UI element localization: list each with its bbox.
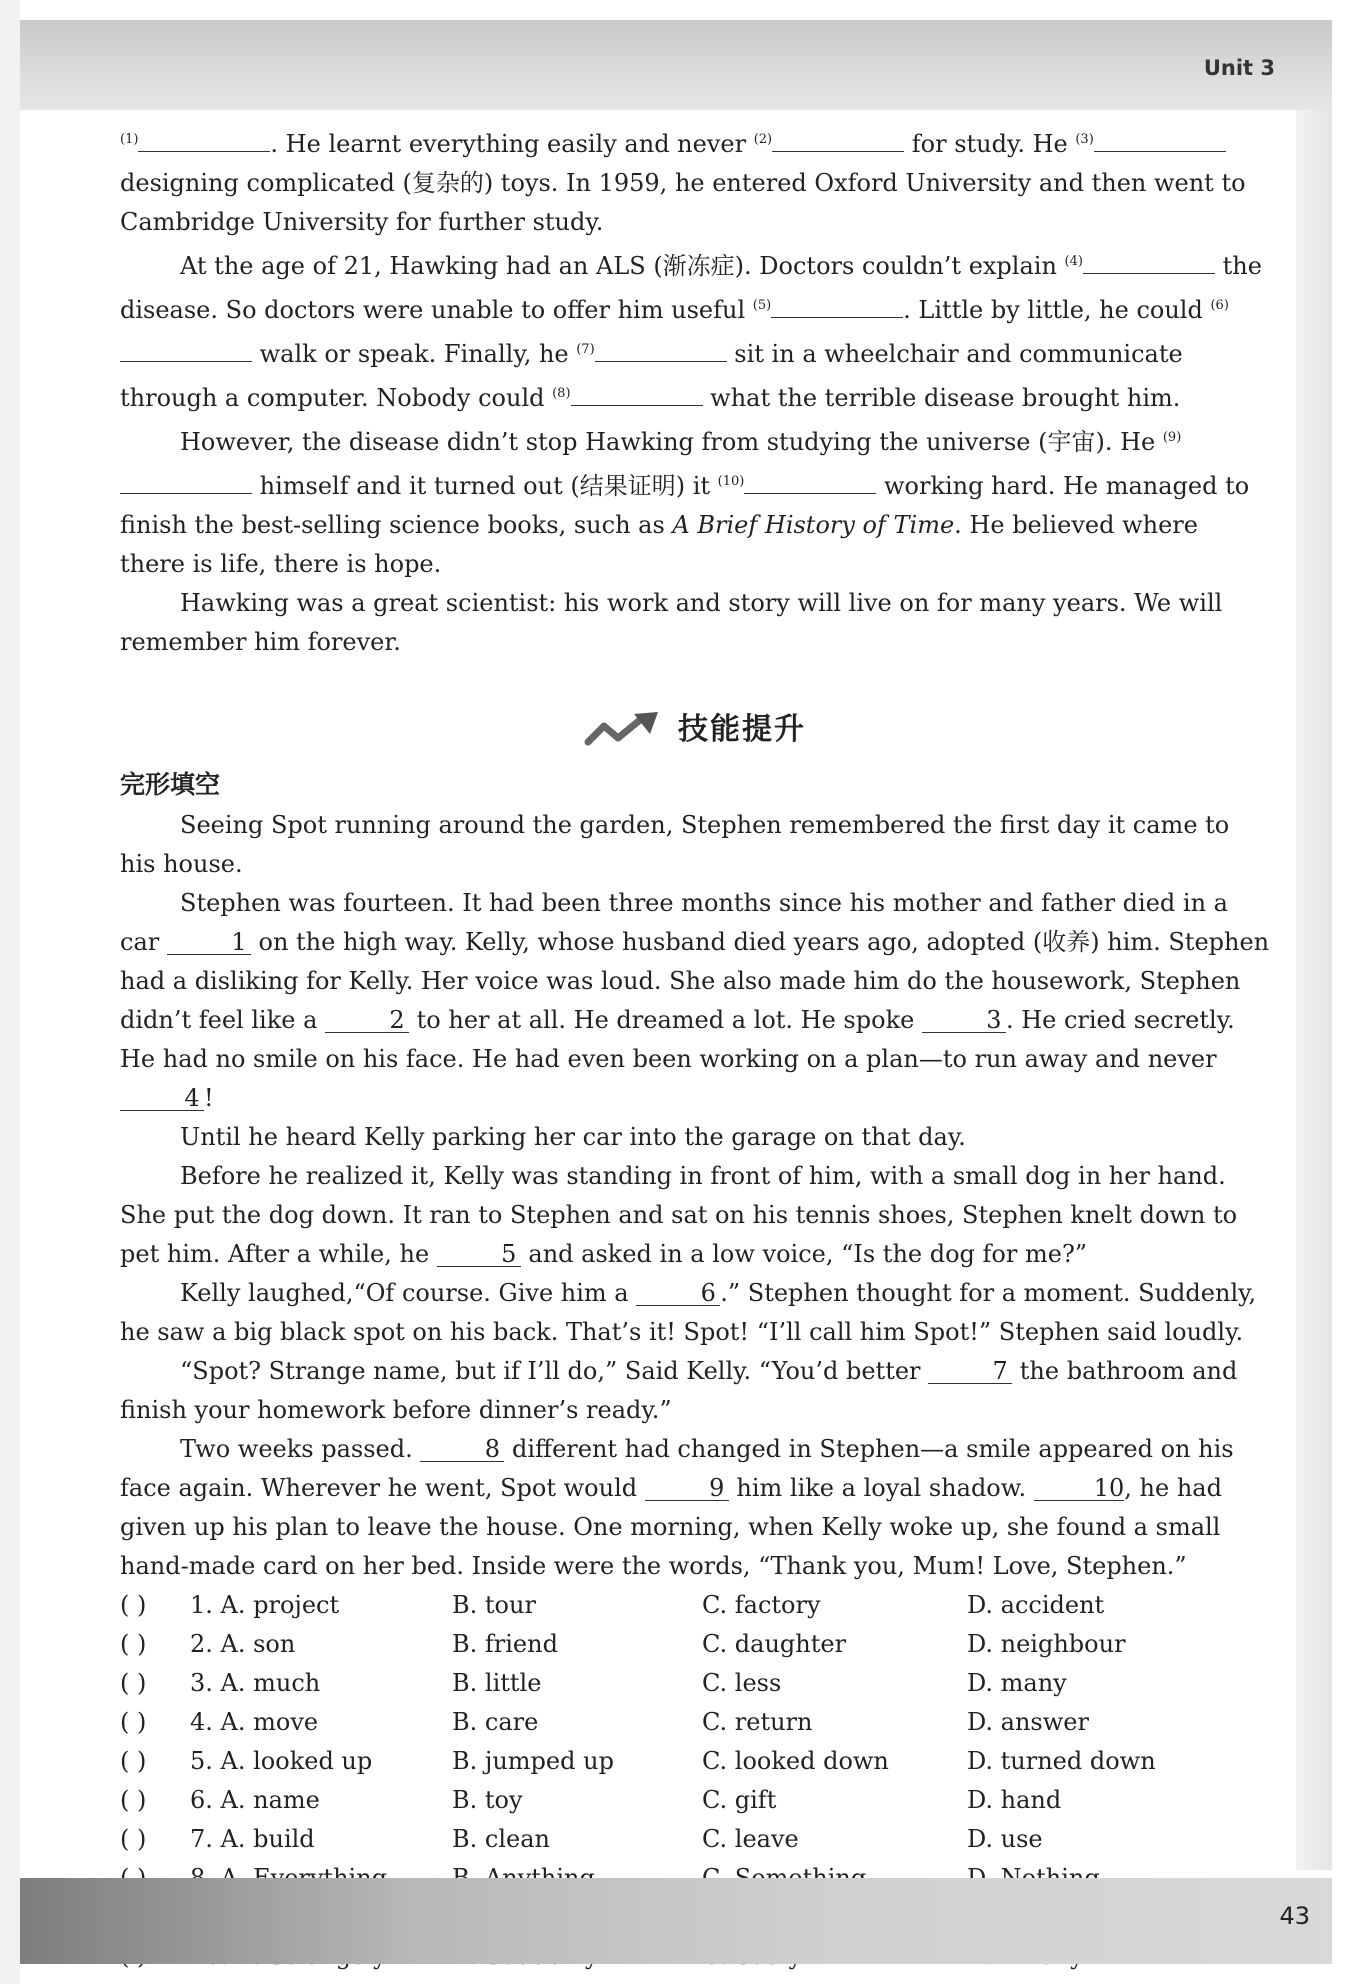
answer-parentheses: ( )	[120, 1747, 147, 1775]
paragraph	[120, 1274, 1270, 1352]
blank-marker: (6)	[1210, 298, 1229, 313]
text: and asked in a low voice, “Is the dog for me?”	[520, 1240, 1088, 1268]
text: Stephen was fourteen. It had been three months since his mother and father died in a car	[120, 889, 1228, 956]
answer-parentheses: ( )	[120, 1825, 147, 1853]
text: .” Stephen thought for a moment. Suddenly, he saw a big black spot on his back. That’s it! Spot! “I’ll call him Spot!” Stephen said loudly.	[120, 1279, 1257, 1346]
option-c: C. leave	[702, 1825, 799, 1853]
text: “Spot? Strange name, but if I’ll do,” Said Kelly. “You’d better	[180, 1357, 929, 1385]
unit-label: Unit 3	[1203, 56, 1275, 80]
footer-band	[20, 1878, 1332, 1964]
paragraph	[120, 1157, 1270, 1274]
section-title: 技能提升	[678, 712, 806, 747]
blank	[744, 471, 876, 494]
blank-marker: (3)	[1075, 132, 1094, 147]
blank	[138, 129, 270, 152]
text: what the terrible disease brought him.	[702, 384, 1181, 412]
text: the bathroom and finish your homework before dinner’s ready.”	[120, 1357, 1238, 1424]
option-d: D. neighbour	[967, 1630, 1126, 1658]
question-row	[120, 1625, 1270, 1664]
option-a: 2. A. son	[190, 1630, 296, 1658]
text: him like a loyal shadow.	[728, 1474, 1034, 1502]
page-edge-right	[1296, 110, 1332, 1870]
blank	[771, 295, 903, 318]
blank	[595, 339, 727, 362]
cloze-blank: 2	[325, 1008, 409, 1033]
answer-parentheses: ( )	[120, 1630, 147, 1658]
text: to her at all. He dreamed a lot. He spoke	[409, 1006, 922, 1034]
header-band	[20, 20, 1332, 110]
paragraph	[120, 242, 1270, 418]
option-a: 7. A. build	[190, 1825, 315, 1853]
blank	[1094, 129, 1226, 152]
question-row	[120, 1664, 1270, 1703]
option-b: B. friend	[452, 1630, 558, 1658]
option-c: C. daughter	[702, 1630, 847, 1658]
text: sit in a wheelchair and communicate through a computer. Nobody could	[120, 340, 1183, 412]
cloze-blank: 1	[167, 930, 251, 955]
option-a: 3. A. much	[190, 1669, 321, 1697]
option-d: D. accident	[967, 1591, 1105, 1619]
option-d: D. answer	[967, 1708, 1089, 1736]
page-number: 43	[1279, 1902, 1310, 1930]
text: working hard. He managed to finish the best-selling science books, such as	[120, 472, 1250, 539]
question-row	[120, 1781, 1270, 1820]
blank-marker: (1)	[120, 132, 139, 147]
option-a: 4. A. move	[190, 1708, 319, 1736]
trend-arrow-icon	[584, 712, 664, 748]
text: At the age of 21, Hawking had an ALS (渐冻症). Doctors couldn’t explain	[180, 252, 1065, 280]
option-a: 1. A. project	[190, 1591, 340, 1619]
text: on the high way. Kelly, whose husband died years ago, adopted (收养) him. Stephen had a disliking for Kelly. Her voice was loud. She also made him do the housework, Stephen didn’t feel like a	[120, 928, 1270, 1034]
blank-marker: (4)	[1064, 254, 1083, 269]
blank	[1083, 251, 1215, 274]
option-c: C. gift	[702, 1786, 777, 1814]
option-c: C. return	[702, 1708, 813, 1736]
text: Before he realized it, Kelly was standing in front of him, with a small dog in her hand. She put the dog down. It ran to Stephen and sat on his tennis shoes, Stephen knelt down to pet him. After a while, he	[120, 1162, 1238, 1268]
text: designing complicated (复杂的) toys. In 1959, he entered Oxford University and then went to Cambridge University for further study.	[120, 169, 1246, 236]
paragraph	[120, 884, 1270, 1118]
paragraph	[120, 120, 1270, 242]
option-c: C. looked down	[702, 1747, 889, 1775]
answer-parentheses: ( )	[120, 1669, 147, 1697]
text: . He learnt everything easily and never	[270, 130, 754, 158]
paragraph	[120, 1352, 1270, 1430]
question-row	[120, 1586, 1270, 1625]
cloze-blank: 3	[922, 1008, 1006, 1033]
cloze-blank: 5	[437, 1242, 521, 1267]
option-d: D. hand	[967, 1786, 1062, 1814]
option-b: B. little	[452, 1669, 542, 1697]
cloze-blank: 8	[420, 1437, 504, 1462]
text: different had changed in Stephen—a smile appeared on his face again. Wherever he went, Spot would	[120, 1435, 1234, 1502]
book-title: A Brief History of Time	[672, 511, 955, 539]
blank-marker: (10)	[717, 474, 745, 489]
blank	[120, 339, 252, 362]
text: the disease. So doctors were unable to offer him useful	[120, 252, 1262, 324]
text: . He believed where there is life, there is hope.	[120, 511, 1198, 578]
option-d: D. turned down	[967, 1747, 1156, 1775]
cloze-blank: 4	[120, 1086, 204, 1111]
text: . Little by little, he could	[903, 296, 1211, 324]
paragraph	[120, 418, 1270, 584]
answer-parentheses: ( )	[120, 1708, 147, 1736]
question-row	[120, 1742, 1270, 1781]
option-a: 6. A. name	[190, 1786, 320, 1814]
blank	[120, 471, 252, 494]
passage-cloze	[120, 806, 1270, 1586]
cloze-blank: 9	[645, 1476, 729, 1501]
text: himself and it turned out (结果证明) it	[252, 472, 718, 500]
text: walk or speak. Finally, he	[252, 340, 577, 368]
option-b: B. care	[452, 1708, 539, 1736]
option-a: 5. A. looked up	[190, 1747, 373, 1775]
blank	[571, 383, 703, 406]
blank-marker: (9)	[1162, 430, 1182, 445]
blank-marker: (8)	[552, 386, 571, 401]
text: , he had given up his plan to leave the house. One morning, when Kelly woke up, she found a small hand-made card on her bed. Inside were the words, “Thank you, Mum! Love, Stephen.”	[120, 1474, 1222, 1580]
text: !	[204, 1084, 214, 1112]
option-b: B. jumped up	[452, 1747, 614, 1775]
blank-marker: (5)	[752, 298, 772, 313]
option-b: B. tour	[452, 1591, 536, 1619]
option-b: B. toy	[452, 1786, 523, 1814]
blank-marker: (7)	[576, 342, 595, 357]
exercise-title: 完形填空	[120, 770, 221, 799]
paragraph: Seeing Spot running around the garden, Stephen remembered the first day it came to his house.	[120, 811, 1230, 878]
passage-hawking	[120, 120, 1270, 662]
option-d: D. use	[967, 1825, 1043, 1853]
text: However, the disease didn’t stop Hawking from studying the universe (宇宙). He	[180, 428, 1163, 456]
paragraph: Hawking was a great scientist: his work and story will live on for many years. We will remember him forever.	[120, 589, 1223, 656]
cloze-blank: 10	[1034, 1476, 1125, 1501]
option-c: C. less	[702, 1669, 782, 1697]
option-c: C. factory	[702, 1591, 821, 1619]
page-content	[120, 120, 1270, 1976]
text: Kelly laughed,“Of course. Give him a	[180, 1279, 637, 1307]
text: Two weeks passed.	[180, 1435, 421, 1463]
text: for study. He	[904, 130, 1076, 158]
blank	[772, 129, 904, 152]
section-header	[120, 710, 1270, 749]
answer-parentheses: ( )	[120, 1591, 147, 1619]
text: . He cried secretly. He had no smile on his face. He had even been working on a plan—to run away and never	[120, 1006, 1235, 1073]
paragraph	[120, 1430, 1270, 1586]
answer-parentheses: ( )	[120, 1786, 147, 1814]
cloze-blank: 7	[928, 1359, 1012, 1384]
option-b: B. clean	[452, 1825, 550, 1853]
cloze-blank: 6	[636, 1281, 720, 1306]
question-row	[120, 1820, 1270, 1859]
question-row	[120, 1703, 1270, 1742]
paragraph: Until he heard Kelly parking her car into the garage on that day.	[180, 1123, 966, 1151]
blank-marker: (2)	[753, 132, 773, 147]
option-d: D. many	[967, 1669, 1067, 1697]
page-edge-left	[0, 0, 20, 1984]
